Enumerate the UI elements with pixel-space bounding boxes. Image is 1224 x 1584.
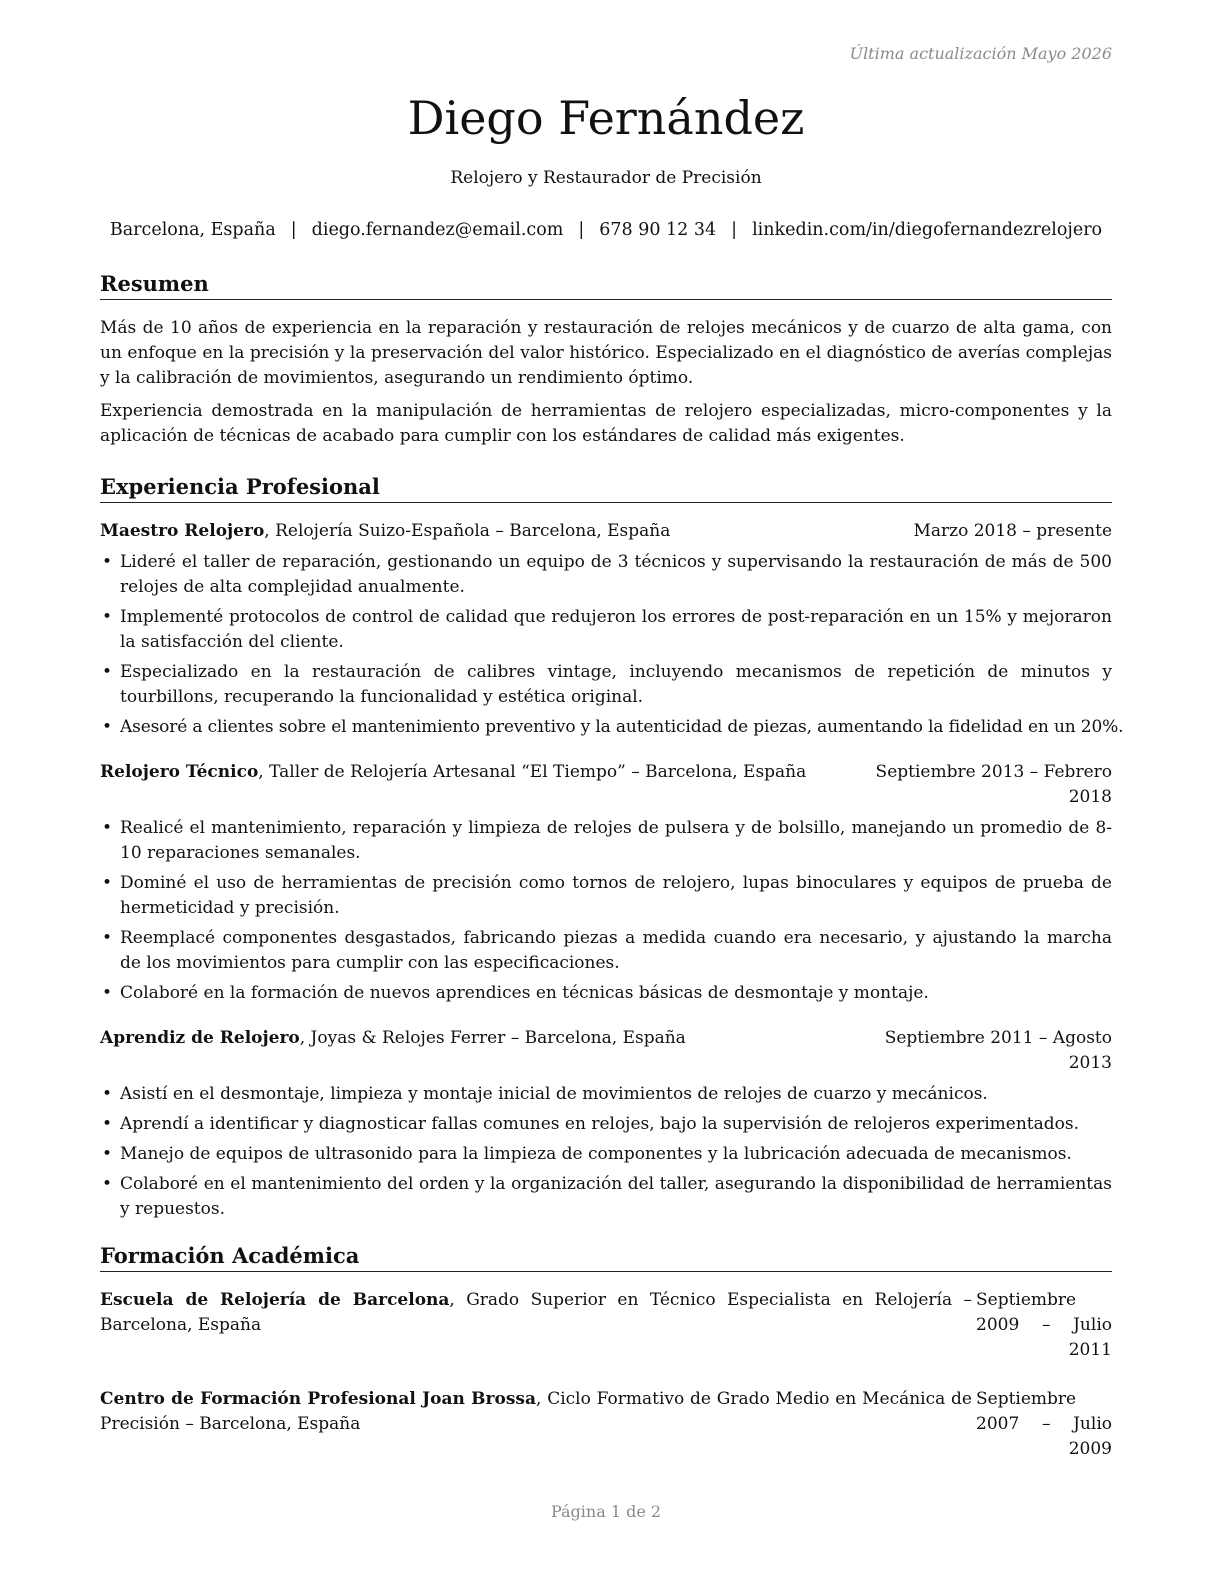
job-header — [100, 519, 1112, 544]
job-bullets — [100, 816, 1112, 1006]
job-company: , Joyas & Relojes Ferrer – Barcelona, España — [299, 1028, 686, 1048]
candidate-tagline: Relojero y Restaurador de Precisión — [450, 168, 762, 188]
contact-separator: | — [731, 220, 738, 240]
job-title-line — [100, 760, 872, 810]
job-bullet: • Colaboré en el mantenimiento del orden y la organización del taller, asegurando la disponibilidad de herramientas y repuestos. — [100, 1172, 1112, 1222]
resume-content — [100, 270, 1124, 1462]
job-bullet: • Manejo de equipos de ultrasonido para la limpieza de componentes y la lubricación adecuada de mecanismos. — [100, 1142, 1112, 1167]
summary-paragraph: Experiencia demostrada en la manipulación de herramientas de relojero especializadas, micro-componentes y la aplicación de técnicas de acabado para cumplir con los estándares de calidad más exigentes. — [100, 401, 1112, 446]
education-detail: , Grado Superior en Técnico Especialista en Relojería – Barcelona, España — [100, 1290, 972, 1335]
education-school: Centro de Formación Profesional Joan Brossa — [100, 1389, 537, 1409]
contact-email[interactable]: diego.fernandez@email.com — [311, 220, 564, 240]
summary-section — [100, 270, 1112, 449]
job-role: Aprendiz de Relojero — [100, 1028, 300, 1048]
experience-section — [100, 473, 1124, 1222]
job-company: , Taller de Relojería Artesanal “El Tiempo” – Barcelona, España — [258, 762, 807, 782]
job-title-line — [100, 1026, 872, 1076]
section-title-summary: Resumen — [100, 270, 1112, 300]
education-main — [100, 1288, 976, 1363]
job-role: Relojero Técnico — [100, 762, 259, 782]
job-bullet: • Reemplacé componentes desgastados, fabricando piezas a medida cuando era necesario, y ajustando la marcha de los movimientos para cumplir con las especificaciones. — [100, 926, 1112, 976]
contact-linkedin[interactable]: linkedin.com/in/diegofernandezrelojero — [752, 220, 1103, 240]
job-bullet: • Asistí en el desmontaje, limpieza y montaje inicial de movimientos de relojes de cuarzo y mecánicos. — [100, 1082, 1112, 1107]
job-entry — [100, 519, 1124, 740]
job-bullet: • Colaboré en la formación de nuevos aprendices en técnicas básicas de desmontaje y montaje. — [100, 981, 1112, 1006]
candidate-name: Diego Fernández — [407, 91, 805, 145]
section-title-experience: Experiencia Profesional — [100, 473, 1112, 503]
job-bullets — [100, 550, 1124, 740]
education-section — [100, 1242, 1112, 1462]
job-bullet: • Implementé protocolos de control de calidad que redujeron los errores de post-reparación en un 15% y mejoraron la satisfacción del cliente. — [100, 605, 1112, 655]
job-bullet: • Dominé el uso de herramientas de precisión como tornos de relojero, lupas binoculares y equipos de prueba de hermeticidad y precisión. — [100, 871, 1112, 921]
summary-paragraph: Más de 10 años de experiencia en la reparación y restauración de relojes mecánicos y de cuarzo de alta gama, con un enfoque en la precisión y la preservación del valor histórico. Especializado en el diagnóstico de averías complejas y la calibración de movimientos, asegurando un rendimiento óptimo. — [100, 318, 1112, 388]
job-bullet: • Especializado en la restauración de calibres vintage, incluyendo mecanismos de repetición de minutos y tourbillons, recuperando la funcionalidad y estética original. — [100, 660, 1112, 710]
job-role: Maestro Relojero — [100, 521, 265, 541]
contact-separator: | — [290, 220, 297, 240]
job-bullet: • Asesoré a clientes sobre el mantenimiento preventivo y la autenticidad de piezas, aumentando la fidelidad en un 20%. — [100, 715, 1112, 740]
education-dates: Septiembre 2009 – Julio 2011 — [976, 1290, 1112, 1360]
job-dates: Septiembre 2011 – Agosto 2013 — [884, 1028, 1112, 1073]
job-header — [100, 760, 1112, 810]
job-bullets — [100, 1082, 1112, 1222]
section-title-education: Formación Académica — [100, 1242, 1112, 1272]
resume-page — [100, 0, 1124, 1584]
job-title-line — [100, 519, 872, 544]
job-bullet: • Lideré el taller de reparación, gestionando un equipo de 3 técnicos y supervisando la restauración de más de 500 relojes de alta complejidad anualmente. — [100, 550, 1112, 600]
last-updated: Última actualización Mayo 2026 — [849, 44, 1112, 63]
contact-phone: 678 90 12 34 — [599, 220, 717, 240]
contact-location: Barcelona, España — [109, 220, 276, 240]
job-header — [100, 1026, 1112, 1076]
job-company: , Relojería Suizo-Española – Barcelona, España — [264, 521, 671, 541]
education-main — [100, 1387, 976, 1462]
job-dates: Septiembre 2013 – Febrero 2018 — [875, 762, 1112, 807]
contact-separator: | — [578, 220, 585, 240]
job-entry — [100, 760, 1112, 1006]
contact-line — [90, 220, 1122, 240]
page-number: Página 1 de 2 — [550, 1502, 662, 1521]
job-dates: Marzo 2018 – presente — [913, 521, 1112, 541]
education-school: Escuela de Relojería de Barcelona — [100, 1290, 450, 1310]
job-bullet: • Aprendí a identificar y diagnosticar fallas comunes en relojes, bajo la supervisión de relojeros experimentados. — [100, 1112, 1112, 1137]
education-entry — [100, 1288, 1112, 1363]
education-dates: Septiembre 2007 – Julio 2009 — [976, 1389, 1112, 1459]
education-detail: , Ciclo Formativo de Grado Medio en Mecánica de Precisión – Barcelona, España — [100, 1389, 972, 1434]
job-entry — [100, 1026, 1112, 1222]
job-bullet: • Realicé el mantenimiento, reparación y limpieza de relojes de pulsera y de bolsillo, manejando un promedio de 8-10 reparaciones semanales. — [100, 816, 1112, 866]
education-entry — [100, 1387, 1112, 1462]
